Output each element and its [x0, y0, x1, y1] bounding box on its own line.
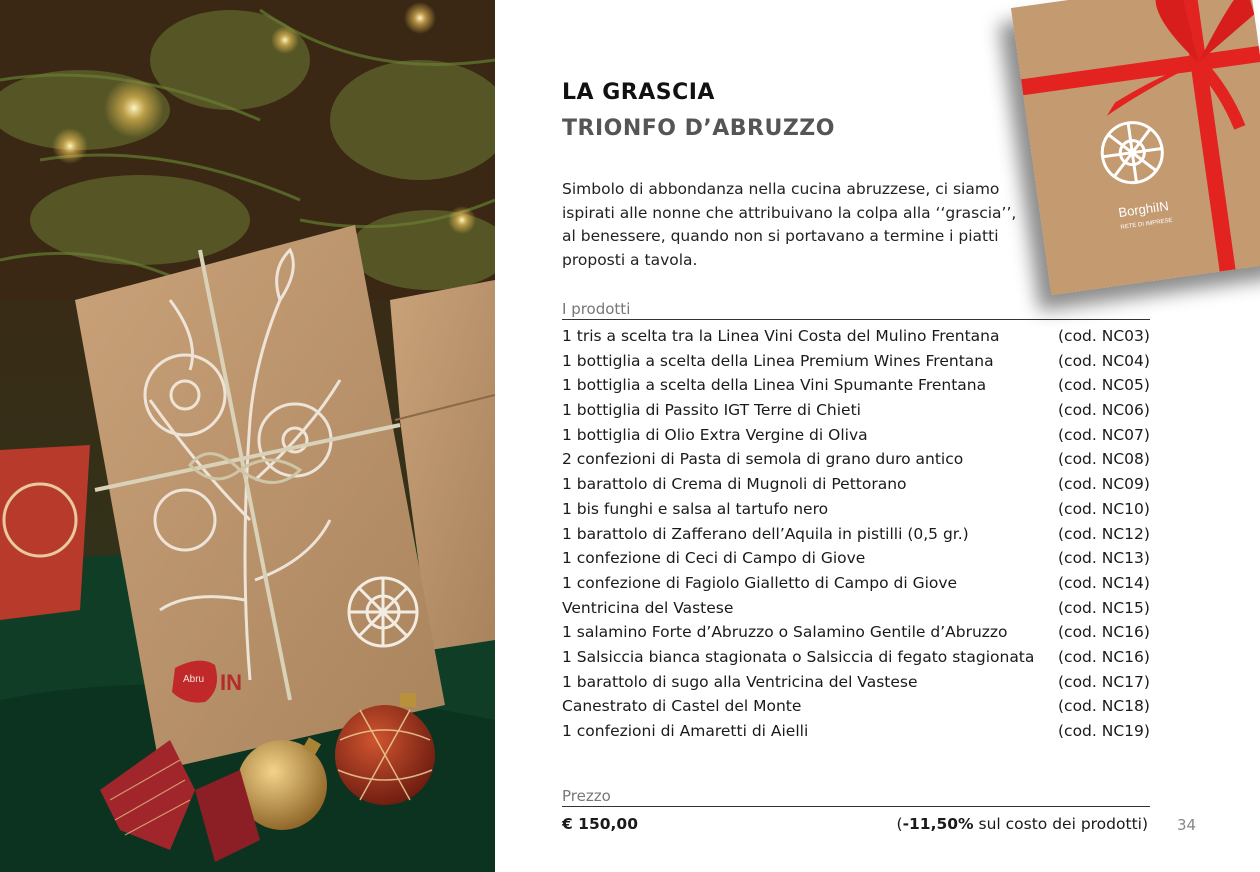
christmas-gifts-photo: [0, 0, 495, 872]
product-row: [562, 670, 1150, 695]
products-section-heading: I prodotti: [562, 300, 1150, 320]
product-name: 1 barattolo di Zafferano dell’Aquila in pistilli (0,5 gr.): [562, 524, 969, 543]
product-row: [562, 719, 1150, 744]
price-value: € 150,00: [562, 815, 638, 833]
product-code: (cod. NC05): [1058, 376, 1150, 395]
product-code: (cod. NC16): [1058, 623, 1150, 642]
product-name: 1 bis funghi e salsa al tartufo nero: [562, 499, 829, 518]
product-name: 1 confezione di Ceci di Campo di Giove: [562, 549, 866, 568]
page-title: LA GRASCIA: [562, 80, 715, 105]
product-name: 1 confezione di Fagiolo Gialletto di Campo di Giove: [562, 573, 958, 592]
product-code: (cod. NC17): [1058, 672, 1150, 691]
product-row: [562, 546, 1150, 571]
product-name: 1 bottiglia di Olio Extra Vergine di Oliva: [562, 425, 868, 444]
product-row: [562, 324, 1150, 349]
product-code: (cod. NC15): [1058, 598, 1150, 617]
product-row: [562, 645, 1150, 670]
product-row: [562, 596, 1150, 621]
product-row: [562, 423, 1150, 448]
product-name: 1 bottiglia a scelta della Linea Vini Spumante Frentana: [562, 376, 987, 395]
product-row: [562, 373, 1150, 398]
product-name: Canestrato di Castel del Monte: [562, 697, 802, 716]
product-row: [562, 522, 1150, 547]
product-row: [562, 349, 1150, 374]
product-code: (cod. NC04): [1058, 351, 1150, 370]
product-code: (cod. NC08): [1058, 450, 1150, 469]
product-code: (cod. NC16): [1058, 647, 1150, 666]
price-section-heading: Prezzo: [562, 787, 1150, 807]
giftbox-tagline: RETE DI IMPRESE: [1120, 217, 1173, 231]
intro-paragraph: Simbolo di abbondanza nella cucina abruzzese, ci siamo ispirati alle nonne che attribuivano la colpa alla ‘‘grascia’’, al benessere, quando non si portavano a termine i piatti proposti a tavola.: [562, 180, 1017, 269]
product-name: 2 confezioni di Pasta di semola di grano duro antico: [562, 450, 964, 469]
product-code: (cod. NC10): [1058, 499, 1150, 518]
product-row: [562, 620, 1150, 645]
product-row: [562, 694, 1150, 719]
sticker-text: Abru: [183, 674, 205, 685]
product-code: (cod. NC07): [1058, 425, 1150, 444]
product-name: 1 confezioni di Amaretti di Aielli: [562, 722, 809, 740]
discount-rest: sul costo dei prodotti): [973, 815, 1148, 833]
product-code: (cod. NC19): [1058, 722, 1150, 740]
product-name: 1 tris a scelta tra la Linea Vini Costa del Mulino Frentana: [562, 327, 1000, 345]
sticker-in: IN: [220, 670, 242, 695]
product-name: 1 bottiglia di Passito IGT Terre di Chieti: [562, 401, 861, 420]
product-code: (cod. NC18): [1058, 697, 1150, 716]
page-subtitle: TRIONFO D’ABRUZZO: [562, 116, 835, 141]
product-name: 1 barattolo di Crema di Mugnoli di Pettorano: [562, 475, 907, 494]
giftbox-brand: BorghiIN: [1117, 198, 1170, 221]
product-code: (cod. NC06): [1058, 401, 1150, 420]
discount-open: (: [896, 815, 903, 833]
product-code: (cod. NC12): [1058, 524, 1150, 543]
product-name: 1 barattolo di sugo alla Ventricina del Vastese: [562, 672, 918, 691]
product-code: (cod. NC14): [1058, 573, 1150, 592]
discount-note: [897, 815, 1148, 833]
product-row: [562, 447, 1150, 472]
product-name: Ventricina del Vastese: [562, 598, 734, 617]
page-number: 34: [1177, 816, 1197, 834]
product-row: [562, 472, 1150, 497]
product-row: [562, 571, 1150, 596]
product-name: 1 bottiglia a scelta della Linea Premium Wines Frentana: [562, 351, 994, 370]
product-row: [562, 497, 1150, 522]
product-row: [562, 398, 1150, 423]
product-name: 1 Salsiccia bianca stagionata o Salsiccia di fegato stagionata: [562, 647, 1035, 666]
product-name: 1 salamino Forte d’Abruzzo o Salamino Gentile d’Abruzzo: [562, 623, 1008, 642]
discount-percent: -11,50%: [902, 815, 974, 833]
products-list: [562, 324, 1150, 744]
product-code: (cod. NC03): [1058, 327, 1150, 345]
gift-box-photo: [1011, 0, 1260, 295]
product-code: (cod. NC09): [1058, 475, 1150, 494]
product-code: (cod. NC13): [1058, 549, 1150, 568]
